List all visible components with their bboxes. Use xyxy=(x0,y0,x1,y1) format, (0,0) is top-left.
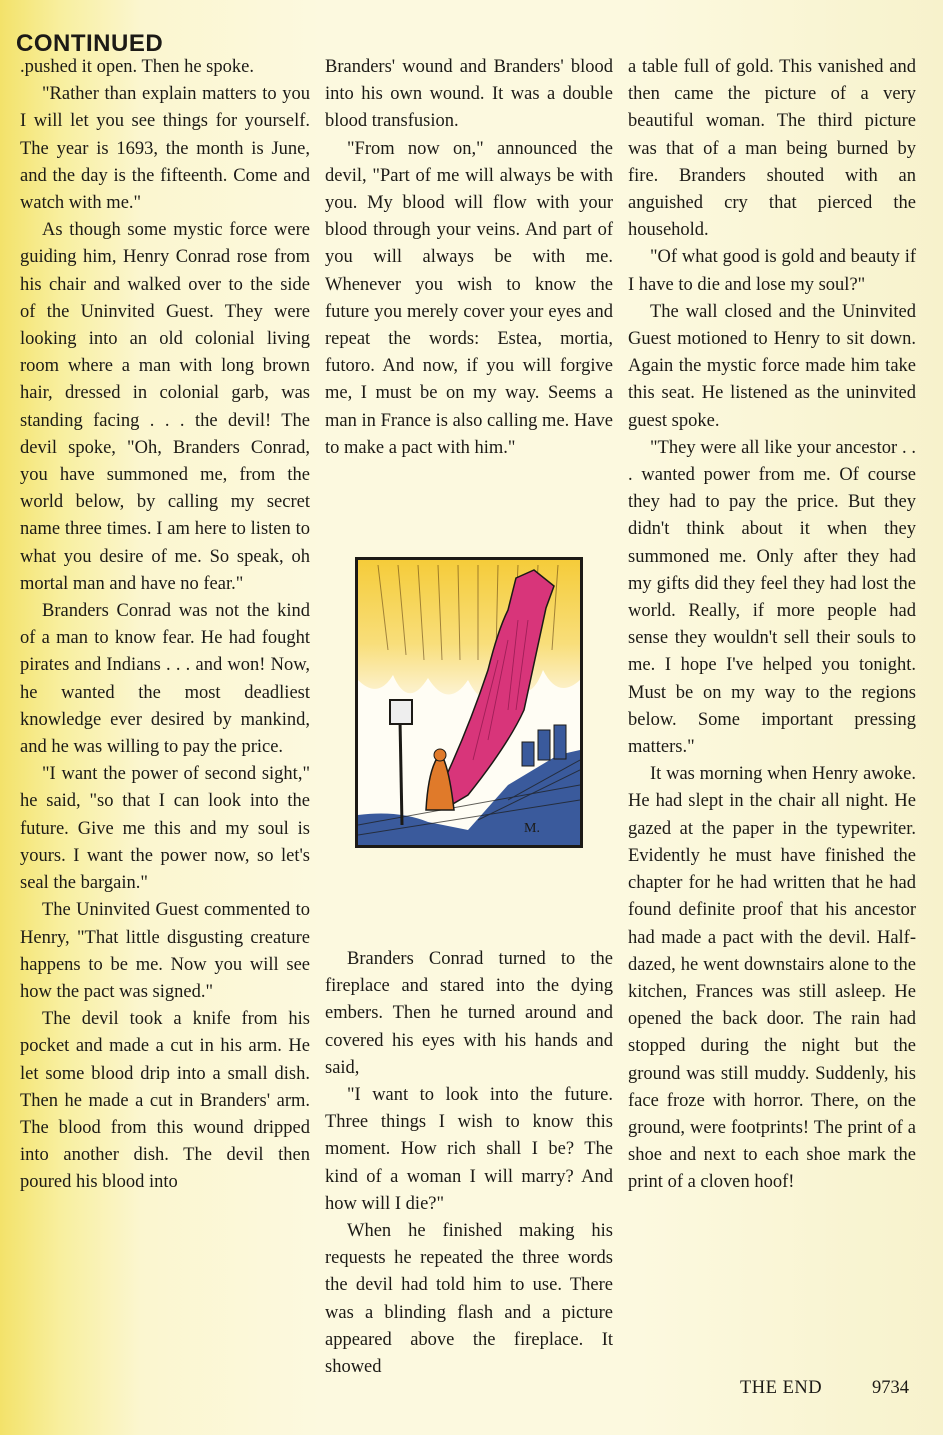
paragraph: "Rather than explain matters to you I will let you see things for yourself. The year is 1693, the month is June, and the day is the fifteenth. Come and watch with me." xyxy=(20,84,310,214)
paragraph: The Uninvited Guest commented to Henry, "That little disgusting creature happens to be me. Now you will see how the pact was signed." xyxy=(20,900,310,1002)
text-column-2-top xyxy=(325,54,613,462)
text-column-3 xyxy=(628,54,916,1197)
paragraph: Branders Conrad turned to the fireplace and stared into the dying embers. Then he turned around and covered his eyes with his hands and said, xyxy=(325,949,613,1078)
paragraph: "I want to look into the future. Three things I wish to know this moment. How rich shall I be? The kind of a woman I will marry? And how will I die?" xyxy=(325,1085,613,1214)
paragraph: .pushed it open. Then he spoke. xyxy=(20,57,254,77)
paragraph: The devil took a knife from his pocket and made a cut in his arm. He let some blood drip into a small dish. Then he made a cut in Branders' arm. The blood from this wound dripped into another dish. The devil then poured his blood into xyxy=(20,1009,310,1193)
panel-signature: M. xyxy=(524,821,540,836)
paragraph: "I want the power of second sight," he said, "so that I can look into the future. Give me this and my soul is yours. I want the power now, so let's seal the bargain." xyxy=(20,764,310,894)
illustration-panel xyxy=(355,557,583,848)
text-column-2-bottom xyxy=(325,946,613,1381)
paragraph: Branders' wound and Branders' blood into his own wound. It was a double blood transfusion. xyxy=(325,57,613,132)
paragraph: "They were all like your ancestor . . . wanted power from me. Of course they had to pay the price. But they didn't think about it when they summoned me. Only after they had my gifts did they feel they had lost the world. Really, if more people had sense they wouldn't sell their souls to me. I hope I've helped you tonight. Must be on my way to the regions below. Some important pressing matters." xyxy=(628,437,916,758)
paragraph: The wall closed and the Uninvited Guest motioned to Henry to sit down. Again the mystic force made him take this seat. He listened as the uninvited guest spoke. xyxy=(628,301,916,431)
paragraph: As though some mystic force were guiding him, Henry Conrad rose from his chair and walked over to the side of the Uninvited Guest. They were looking into an old colonial living room where a man with long brown hair, dressed in colonial garb, was standing facing . . . the devil! The devil spoke, "Oh, Branders Conrad, you have summoned me, from the world below, by calling my secret name three times. I am here to listen to what you desire of me. So speak, oh mortal man and have no fear." xyxy=(20,220,310,594)
devil-shadow-illustration xyxy=(358,560,580,845)
paragraph: When he finished making his requests he repeated the three words the devil had told him to use. There was a blinding flash and a picture appeared above the fireplace. It showed xyxy=(325,1221,613,1378)
page-code: 9734 xyxy=(872,1378,909,1398)
the-end-label: THE END xyxy=(740,1378,823,1398)
paragraph: "From now on," announced the devil, "Part of me will always be with you. My blood will flow with your blood through your veins. And part of you will always be with me. Whenever you wish to know the future you merely cover your eyes and repeat the words: Estea, mortia, futoro. And now, if you will forgive me, I must be on my way. Seems a man in France is also calling me. Have to make a pact with him." xyxy=(325,138,613,458)
text-column-1 xyxy=(20,54,310,1197)
paragraph: It was morning when Henry awoke. He had slept in the chair all night. He gazed at the paper in the typewriter. Evidently he must have finished the chapter for he had written that he had found definite proof that his ancestor had made a pact with the devil. Half-dazed, he went downstairs alone to the kitchen, Frances was still asleep. He opened the back door. The rain had stopped during the night but the ground was still muddy. Suddenly, his face froze with horror. There, on the ground, were footprints! The print of a shoe and next to each shoe mark the print of a cloven hoof! xyxy=(628,764,916,1193)
paragraph: "Of what good is gold and beauty if I have to die and lose my soul?" xyxy=(628,247,916,295)
continued-header: CONTINUED xyxy=(16,30,164,57)
paragraph: a table full of gold. This vanished and then came the picture of a very beautiful woman. The third picture was that of a man being burned by fire. Branders shouted with an anguished cry that pierced the household. xyxy=(628,57,916,241)
paragraph: Branders Conrad was not the kind of a man to know fear. He had fought pirates and Indians . . . and won! Now, he wanted the most deadliest knowledge ever desired by mankind, and he was willing to pay the price. xyxy=(20,601,310,758)
